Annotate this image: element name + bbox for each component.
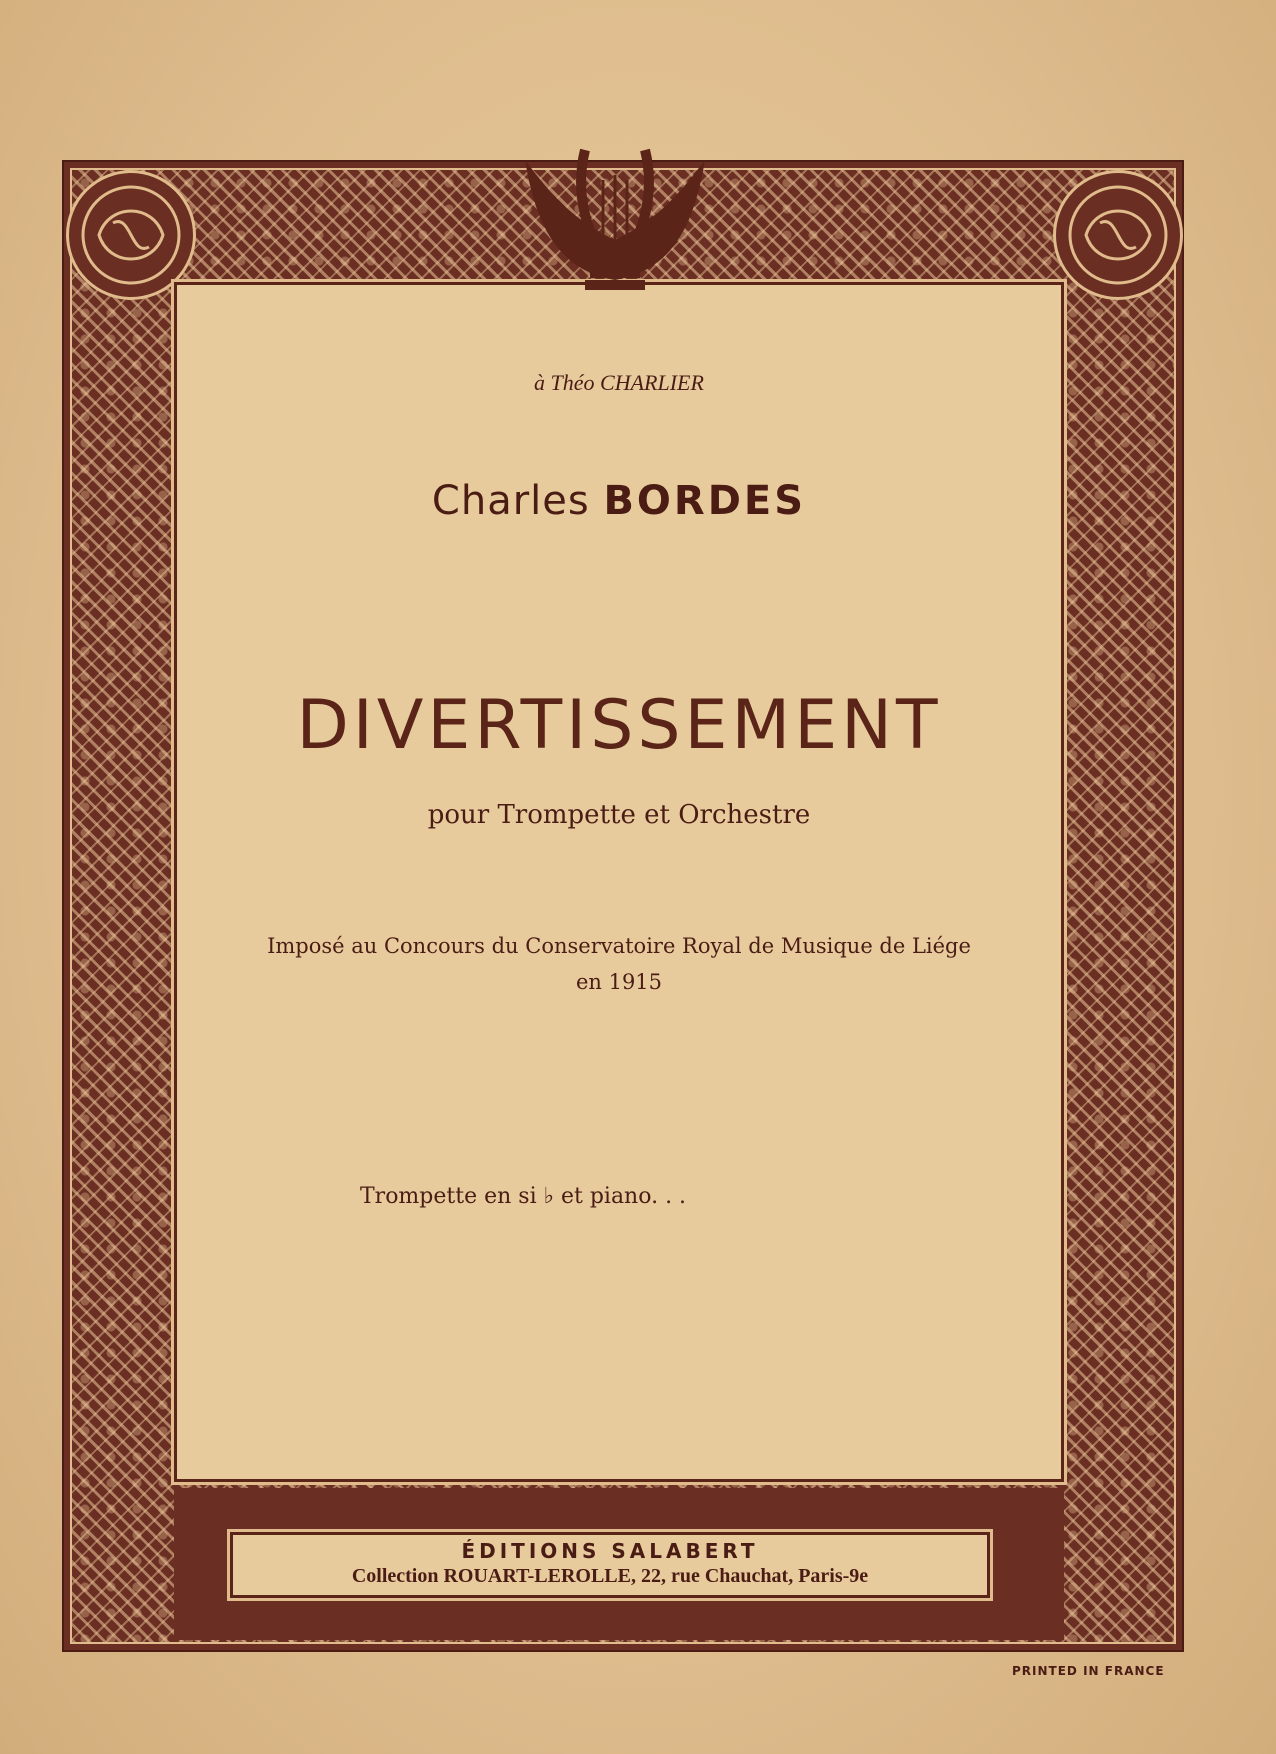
work-subtitle: pour Trompette et Orchestre bbox=[427, 800, 811, 830]
composer-name bbox=[174, 478, 1064, 524]
publisher-plaque bbox=[230, 1532, 990, 1598]
competition-note bbox=[174, 928, 1064, 1000]
competition-note-line2: en 1915 bbox=[575, 970, 663, 994]
publisher-collection: Collection ROUART-LEROLLE, 22, rue Chauchat, Paris-9e bbox=[351, 1565, 869, 1587]
edition-line: Trompette en si ♭ et piano. . . bbox=[360, 1184, 687, 1209]
work-title: DIVERTISSEMENT bbox=[296, 686, 942, 765]
composer-first-name: Charles bbox=[431, 478, 590, 524]
dedication: à Théo CHARLIER bbox=[534, 370, 704, 395]
lyre-emblem-icon bbox=[515, 130, 715, 310]
title-panel bbox=[174, 282, 1064, 1482]
composer-last-name: BORDES bbox=[603, 478, 807, 524]
competition-note-line1: Imposé au Concours du Conservatoire Royal de Musique de Liége bbox=[267, 934, 971, 958]
printed-in-france: PRINTED IN FRANCE bbox=[1012, 1664, 1165, 1678]
monogram-medallion-right bbox=[1053, 170, 1183, 300]
publisher-name: ÉDITIONS SALABERT bbox=[461, 1539, 759, 1563]
monogram-medallion-left bbox=[66, 170, 196, 300]
